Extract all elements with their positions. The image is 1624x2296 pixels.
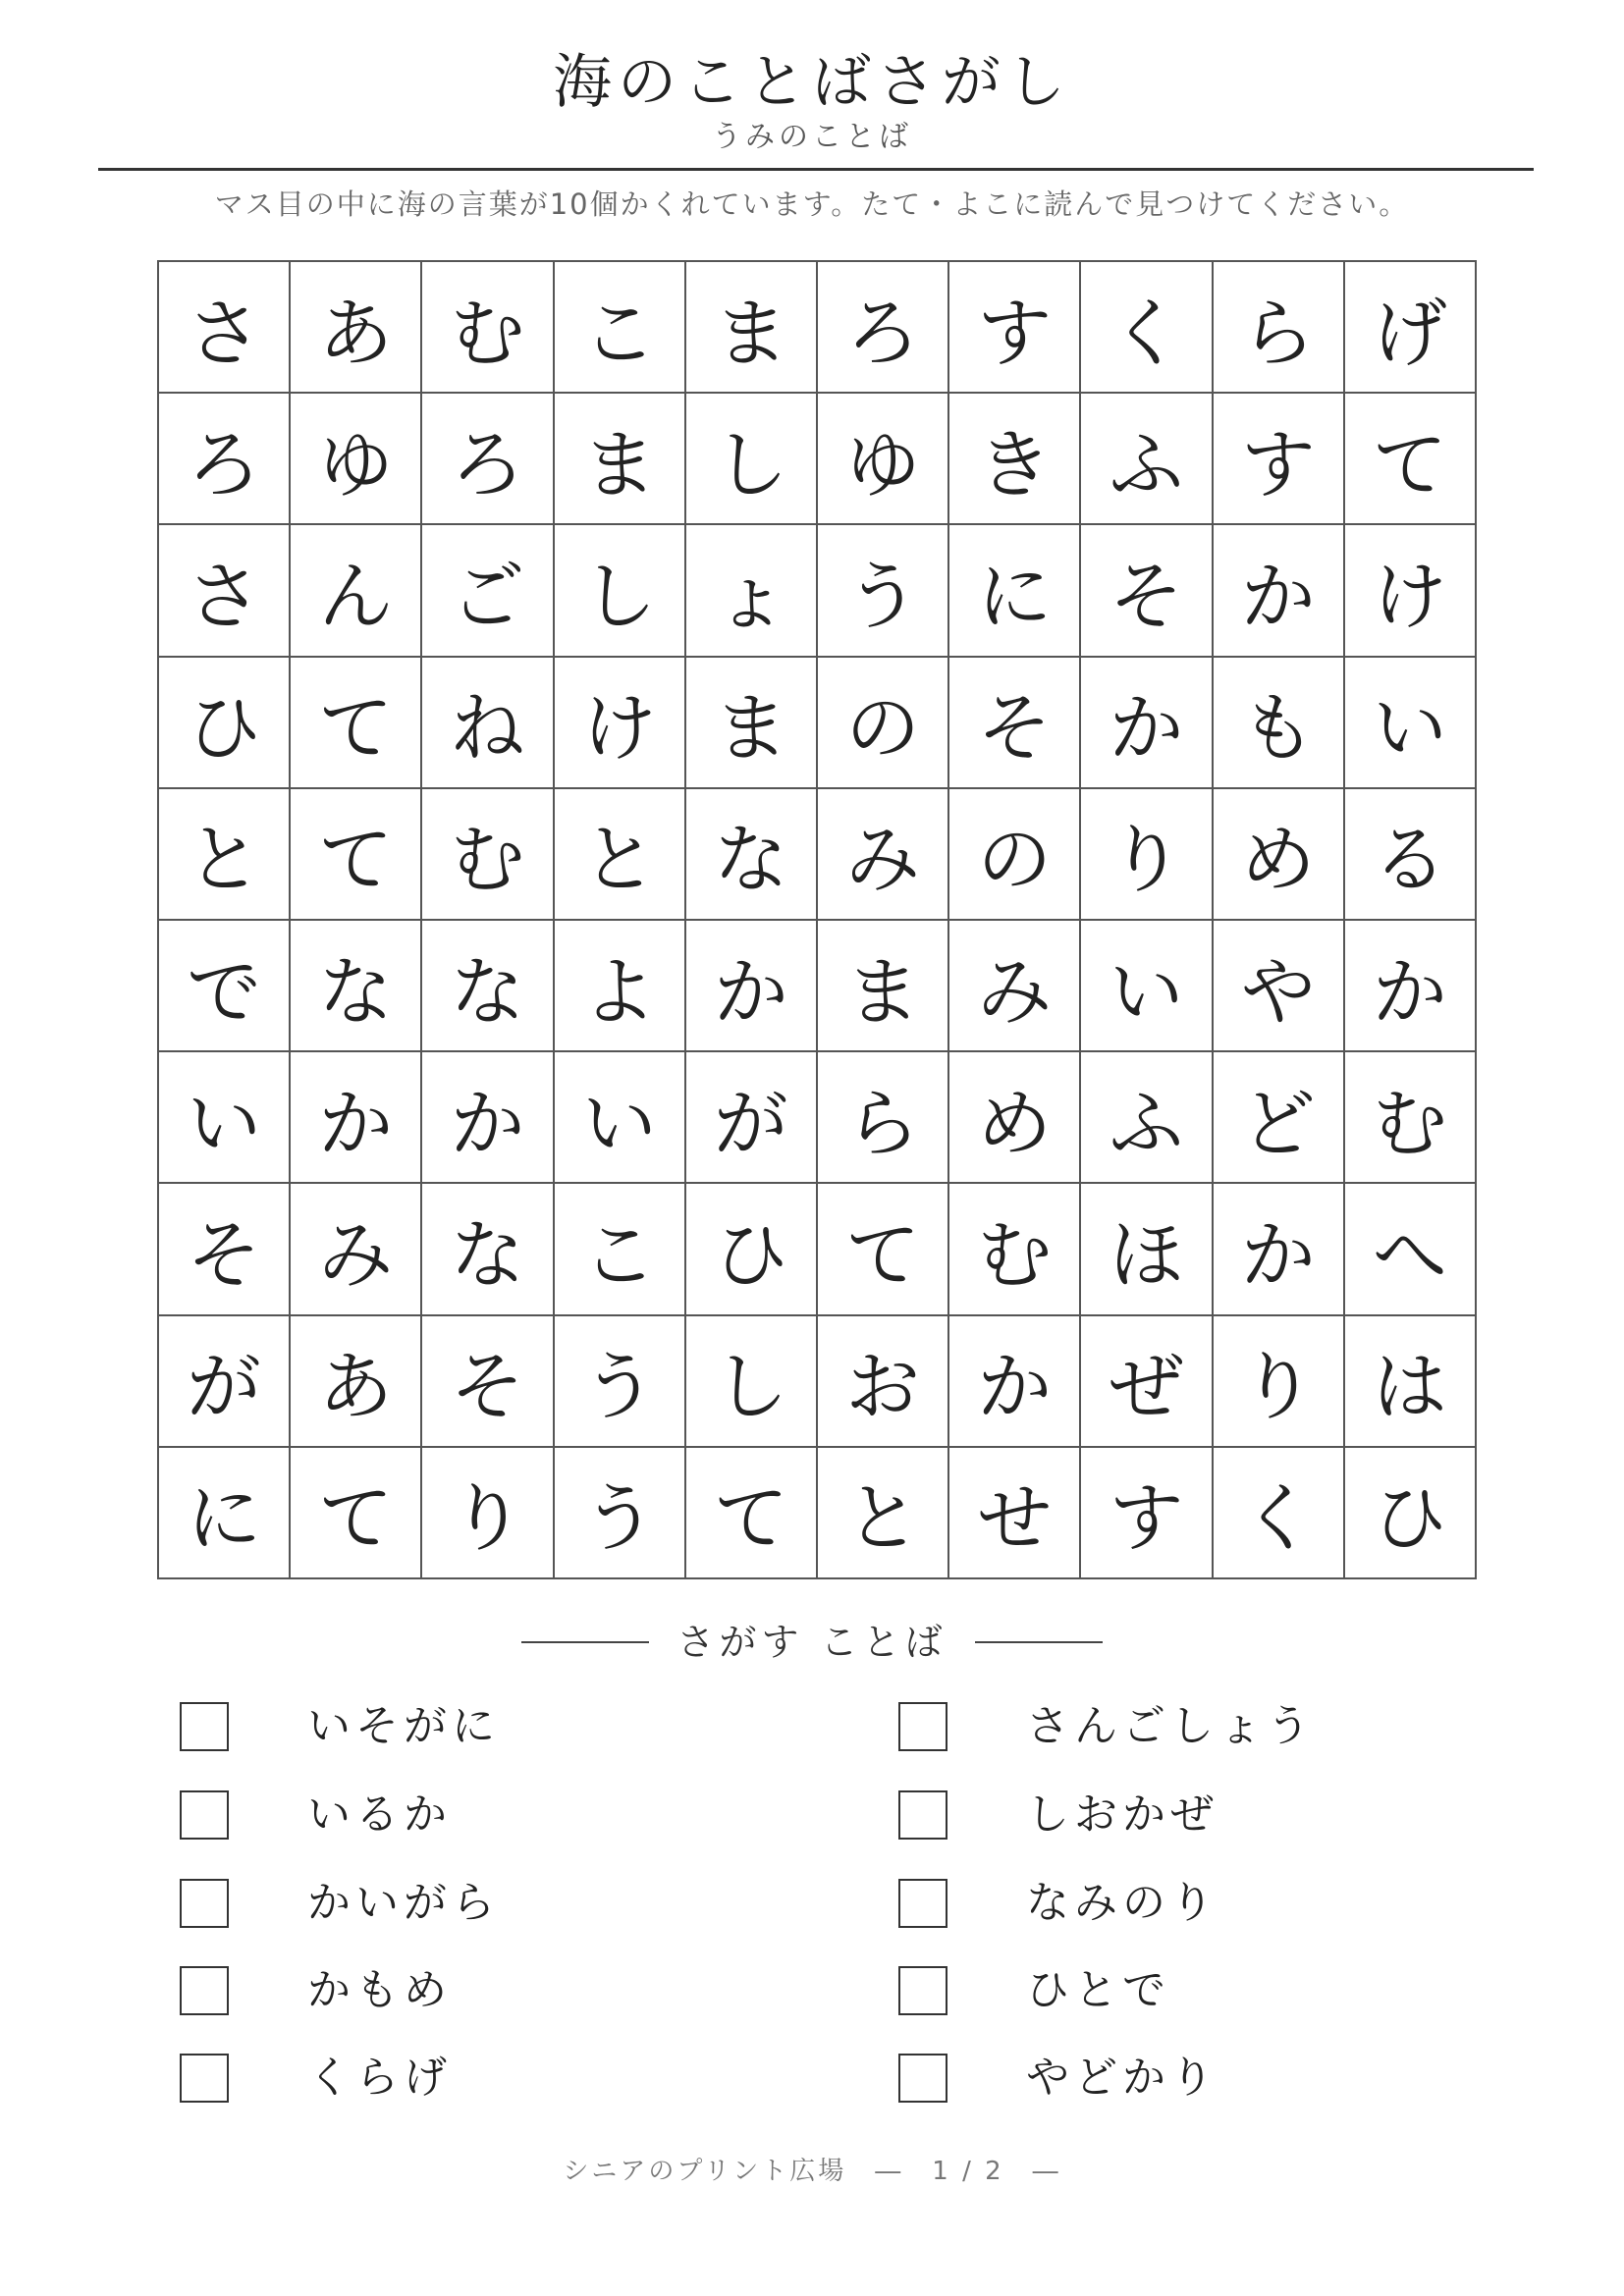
- grid-cell[interactable]: さ: [159, 262, 291, 394]
- grid-cell[interactable]: ひ: [686, 1184, 818, 1315]
- grid-cell[interactable]: の: [949, 789, 1081, 921]
- grid-cell[interactable]: り: [1214, 1316, 1345, 1448]
- grid-cell[interactable]: な: [686, 789, 818, 921]
- grid-cell[interactable]: ぜ: [1081, 1316, 1213, 1448]
- grid-cell[interactable]: む: [422, 789, 554, 921]
- grid-cell[interactable]: か: [1081, 658, 1213, 789]
- grid-cell[interactable]: そ: [949, 658, 1081, 789]
- grid-cell[interactable]: て: [291, 658, 422, 789]
- grid-cell[interactable]: か: [291, 1052, 422, 1184]
- grid-cell[interactable]: い: [159, 1052, 291, 1184]
- grid-cell[interactable]: が: [159, 1316, 291, 1448]
- grid-cell[interactable]: き: [949, 394, 1081, 525]
- grid-cell[interactable]: ま: [686, 658, 818, 789]
- word-item[interactable]: [180, 1876, 500, 1931]
- grid-cell[interactable]: が: [686, 1052, 818, 1184]
- word-label: さんごしょう: [1026, 1701, 1315, 1751]
- grid-cell[interactable]: な: [291, 921, 422, 1052]
- grid-cell[interactable]: ふ: [1081, 1052, 1213, 1184]
- word-list-heading: [0, 1620, 1624, 1665]
- word-list-heading-label: さがす ことば: [677, 1621, 947, 1664]
- word-label: なみのり: [1026, 1878, 1218, 1928]
- word-label: かもめ: [307, 1965, 452, 2015]
- grid-cell[interactable]: の: [818, 658, 949, 789]
- grid-cell[interactable]: う: [555, 1316, 686, 1448]
- grid-cell[interactable]: そ: [1081, 525, 1213, 657]
- grid-cell[interactable]: て: [291, 789, 422, 921]
- word-item[interactable]: [898, 1876, 1218, 1931]
- word-checkbox[interactable]: [180, 1879, 229, 1928]
- word-checkbox[interactable]: [180, 2054, 229, 2103]
- grid-cell[interactable]: い: [555, 1052, 686, 1184]
- grid-cell[interactable]: り: [1081, 789, 1213, 921]
- grid-cell[interactable]: ふ: [1081, 394, 1213, 525]
- grid-cell[interactable]: て: [818, 1184, 949, 1315]
- grid-cell[interactable]: す: [949, 262, 1081, 394]
- grid-cell[interactable]: せ: [949, 1448, 1081, 1579]
- word-checkbox[interactable]: [180, 1966, 229, 2015]
- word-checkbox[interactable]: [180, 1702, 229, 1751]
- word-label: かいがら: [307, 1878, 500, 1928]
- grid-cell[interactable]: ゆ: [818, 394, 949, 525]
- grid-cell[interactable]: か: [422, 1052, 554, 1184]
- grid-cell[interactable]: く: [1081, 262, 1213, 394]
- grid-cell[interactable]: て: [686, 1448, 818, 1579]
- grid-cell[interactable]: か: [1214, 525, 1345, 657]
- grid-cell[interactable]: に: [949, 525, 1081, 657]
- grid-cell[interactable]: み: [949, 921, 1081, 1052]
- grid-cell[interactable]: ど: [1214, 1052, 1345, 1184]
- grid-cell[interactable]: に: [159, 1448, 291, 1579]
- grid-cell[interactable]: ひ: [159, 658, 291, 789]
- grid-cell[interactable]: む: [949, 1184, 1081, 1315]
- grid-cell[interactable]: も: [1214, 658, 1345, 789]
- grid-cell[interactable]: し: [686, 1316, 818, 1448]
- grid-cell[interactable]: な: [422, 921, 554, 1052]
- grid-cell[interactable]: ら: [818, 1052, 949, 1184]
- page-title: 海のことばさがし: [553, 48, 1071, 117]
- word-checkbox[interactable]: [898, 1879, 947, 1928]
- grid-cell[interactable]: と: [555, 789, 686, 921]
- grid-cell[interactable]: そ: [159, 1184, 291, 1315]
- word-checkbox[interactable]: [898, 1702, 947, 1751]
- word-search-grid: [157, 260, 1477, 1579]
- word-item[interactable]: [180, 1963, 452, 2018]
- grid-cell[interactable]: ね: [422, 658, 554, 789]
- grid-cell[interactable]: ご: [422, 525, 554, 657]
- grid-cell[interactable]: と: [159, 789, 291, 921]
- grid-cell[interactable]: へ: [1345, 1184, 1477, 1315]
- grid-cell[interactable]: ん: [291, 525, 422, 657]
- word-label: やどかり: [1026, 2053, 1218, 2103]
- grid-cell[interactable]: し: [686, 394, 818, 525]
- grid-cell[interactable]: ま: [818, 921, 949, 1052]
- grid-cell[interactable]: し: [555, 525, 686, 657]
- word-item[interactable]: [898, 1788, 1218, 1842]
- word-item[interactable]: [180, 2051, 452, 2106]
- grid-cell[interactable]: い: [1081, 921, 1213, 1052]
- grid-cell[interactable]: よ: [555, 921, 686, 1052]
- grid-cell[interactable]: さ: [159, 525, 291, 657]
- grid-cell[interactable]: ひ: [1345, 1448, 1477, 1579]
- word-checkbox[interactable]: [898, 2054, 947, 2103]
- grid-cell[interactable]: み: [818, 789, 949, 921]
- grid-cell[interactable]: ら: [1214, 262, 1345, 394]
- grid-cell[interactable]: け: [1345, 525, 1477, 657]
- heading-line-right: [975, 1641, 1103, 1643]
- grid-cell[interactable]: や: [1214, 921, 1345, 1052]
- grid-cell[interactable]: む: [422, 262, 554, 394]
- word-checkbox[interactable]: [898, 1790, 947, 1840]
- word-item[interactable]: [898, 2051, 1218, 2106]
- grid-cell[interactable]: む: [1345, 1052, 1477, 1184]
- grid-cell[interactable]: ろ: [159, 394, 291, 525]
- grid-cell[interactable]: す: [1081, 1448, 1213, 1579]
- word-label: くらげ: [307, 2053, 452, 2103]
- grid-cell[interactable]: め: [949, 1052, 1081, 1184]
- grid-cell[interactable]: こ: [555, 1184, 686, 1315]
- grid-cell[interactable]: は: [1345, 1316, 1477, 1448]
- word-item[interactable]: [180, 1788, 452, 1842]
- grid-cell[interactable]: ほ: [1081, 1184, 1213, 1315]
- grid-cell[interactable]: そ: [422, 1316, 554, 1448]
- word-checkbox[interactable]: [898, 1966, 947, 2015]
- grid-cell[interactable]: ろ: [818, 262, 949, 394]
- grid-cell[interactable]: か: [949, 1316, 1081, 1448]
- grid-cell[interactable]: あ: [291, 1316, 422, 1448]
- word-checkbox[interactable]: [180, 1790, 229, 1840]
- grid-cell[interactable]: と: [818, 1448, 949, 1579]
- grid-cell[interactable]: い: [1345, 658, 1477, 789]
- grid-cell[interactable]: り: [422, 1448, 554, 1579]
- grid-cell[interactable]: る: [1345, 789, 1477, 921]
- grid-cell[interactable]: す: [1214, 394, 1345, 525]
- grid-cell[interactable]: お: [818, 1316, 949, 1448]
- grid-cell[interactable]: か: [1214, 1184, 1345, 1315]
- grid-cell[interactable]: ゆ: [291, 394, 422, 525]
- grid-cell[interactable]: で: [159, 921, 291, 1052]
- word-label: ひとで: [1026, 1965, 1170, 2015]
- grid-cell[interactable]: て: [1345, 394, 1477, 525]
- word-label: いそがに: [307, 1701, 500, 1751]
- grid-cell[interactable]: あ: [291, 262, 422, 394]
- grid-cell[interactable]: ろ: [422, 394, 554, 525]
- grid-cell[interactable]: う: [818, 525, 949, 657]
- grid-cell[interactable]: ょ: [686, 525, 818, 657]
- word-item[interactable]: [898, 1699, 1315, 1754]
- grid-cell[interactable]: め: [1214, 789, 1345, 921]
- word-item[interactable]: [898, 1963, 1170, 2018]
- grid-cell[interactable]: み: [291, 1184, 422, 1315]
- grid-cell[interactable]: て: [291, 1448, 422, 1579]
- grid-cell[interactable]: う: [555, 1448, 686, 1579]
- page-footer: シニアのプリント広場 ― 1 / 2 ―: [563, 2157, 1061, 2186]
- grid-cell[interactable]: ま: [555, 394, 686, 525]
- grid-cell[interactable]: か: [1345, 921, 1477, 1052]
- instructions-text: マス目の中に海の言葉が10個かくれています。たて・よこに読んで見つけてください。: [214, 187, 1410, 221]
- heading-line-left: [521, 1641, 649, 1643]
- grid-cell[interactable]: く: [1214, 1448, 1345, 1579]
- word-label: いるか: [307, 1789, 452, 1840]
- grid-cell[interactable]: こ: [555, 262, 686, 394]
- grid-cell[interactable]: げ: [1345, 262, 1477, 394]
- word-label: しおかぜ: [1026, 1789, 1218, 1840]
- page-subtitle: うみのことば: [712, 120, 912, 154]
- grid-cell[interactable]: け: [555, 658, 686, 789]
- title-divider: [98, 168, 1534, 171]
- word-item[interactable]: [180, 1699, 500, 1754]
- grid-cell[interactable]: ま: [686, 262, 818, 394]
- grid-cell[interactable]: な: [422, 1184, 554, 1315]
- grid-cell[interactable]: か: [686, 921, 818, 1052]
